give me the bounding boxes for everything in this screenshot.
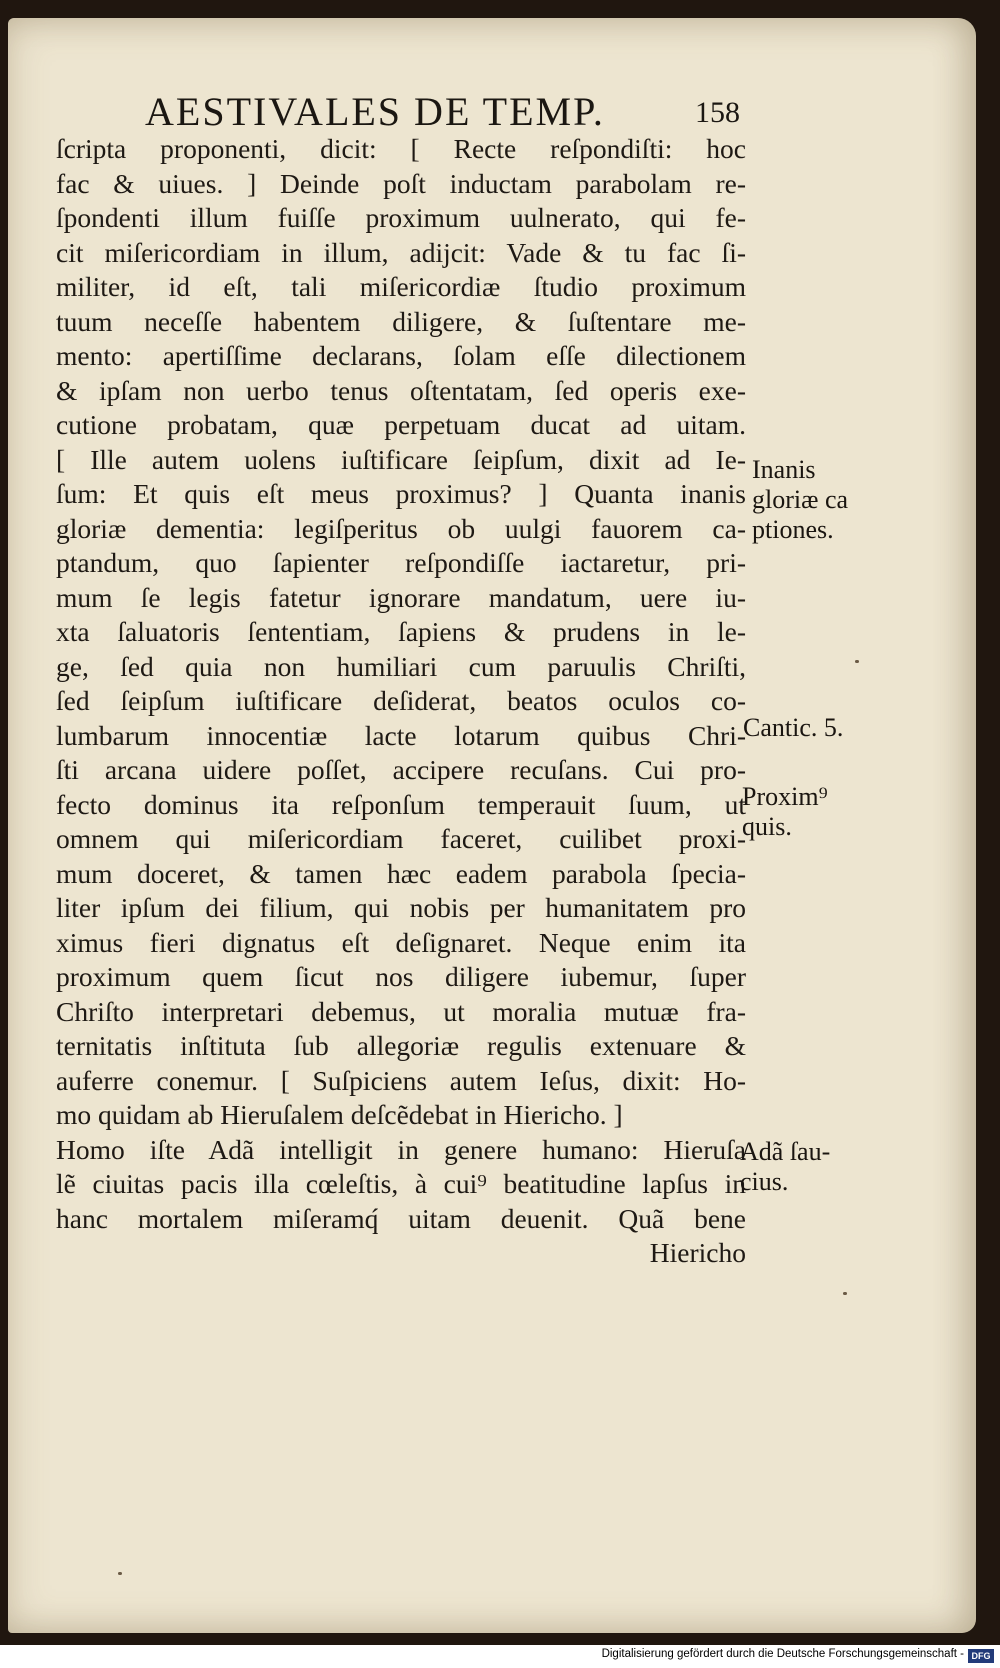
page-number: 158 xyxy=(695,96,740,129)
text-line: ptandum, quo ſapienter reſpondiſſe iactaretur, pri- xyxy=(56,547,746,578)
paper-speck xyxy=(843,1292,847,1295)
margin-note-inanis: Inanis gloriæ ca ptiones. xyxy=(752,455,849,544)
text-line: ſti arcana uidere poſſet, accipere recuſans. Cui pro- xyxy=(56,754,746,785)
text-line: Chriſto interpretari debemus, ut moralia mutuæ fra- xyxy=(56,995,746,1027)
text-line: mum ſe legis fatetur ignorare mandatum, uere iu- xyxy=(56,581,746,613)
text-line: & ipſam non uerbo tenus oſtentatam, ſed operis exe- xyxy=(56,374,746,406)
text-line: cutione probatam, quæ perpetuam ducat ad uitam. xyxy=(56,409,746,440)
margin-note-proximus: Proxim⁹ quis. xyxy=(742,782,828,841)
text-line: ximus fieri dignatus eſt deſignaret. Neque enim ita xyxy=(56,926,746,958)
paper-speck xyxy=(855,660,859,663)
text-line: mum doceret, & tamen hæc eadem parabola ſpecia- xyxy=(56,857,746,889)
text-line: liter ipſum dei filium, qui nobis per humanitatem pro xyxy=(56,892,746,923)
text-line: mento: apertiſſime declarans, ſolam eſſe dilectionem xyxy=(56,340,746,371)
footer-bar xyxy=(0,1645,1000,1668)
text-line: proximum quem ſicut nos diligere iubemur, ſuper xyxy=(56,961,746,992)
margin-note-cantic: Cantic. 5. xyxy=(743,713,844,742)
text-line: militer, id eſt, tali miſericordiæ ſtudio proximum xyxy=(56,271,746,302)
running-title: AESTIVALES DE TEMP. xyxy=(145,89,605,134)
text-line: gloriæ dementia: legiſperitus ob uulgi fauorem ca- xyxy=(56,512,746,544)
text-line: lẽ ciuitas pacis illa cœleſtis, à cui⁹ beatitudine lapſus in xyxy=(56,1168,746,1199)
text-line: ternitatis inſtituta ſub allegoriæ regulis extenuare & xyxy=(56,1030,746,1061)
text-line: Homo iſte Adã intelligit in genere humano: Hieruſa xyxy=(56,1133,746,1165)
text-line: fecto dominus ita reſponſum temperauit ſuum, ut xyxy=(56,788,746,820)
text-line: hanc mortalem miſeramq́ uitam deuenit. Quã bene xyxy=(56,1202,746,1234)
text-line: ſed ſeipſum iuſtificare deſiderat, beatos oculos co- xyxy=(56,685,746,716)
text-line: ge, ſed quia non humiliari cum paruulis Chriſti, xyxy=(56,650,746,682)
text-line: mo quidam ab Hieruſalem deſcẽdebat in Hiericho. ] xyxy=(56,1099,623,1130)
text-line: auferre conemur. [ Suſpiciens autem Ieſus, dixit: Ho- xyxy=(56,1064,746,1096)
margin-note-adam: Adã ſau- cius. xyxy=(740,1137,831,1196)
text-line: [ Ille autem uolens iuſtificare ſeipſum, dixit ad Ie- xyxy=(56,443,746,475)
text-line: tuum neceſſe habentem diligere, & ſuſtentare me- xyxy=(56,305,746,337)
body-text xyxy=(56,132,746,1271)
text-line: ſpondenti illum fuiſſe proximum uulnerato, qui fe- xyxy=(56,202,746,233)
paper-speck xyxy=(118,1572,122,1575)
catchword: Hiericho xyxy=(649,1237,746,1268)
footer-credit: Digitalisierung gefördert durch die Deutsche Forschungsgemeinschaft - xyxy=(601,1648,964,1660)
text-line: cit miſericordiam in illum, adijcit: Vade & tu fac ſi- xyxy=(56,236,746,268)
text-line: ſum: Et quis eſt meus proximus? ] Quanta inanis xyxy=(56,478,746,509)
dfg-logo-icon: DFG xyxy=(968,1649,994,1663)
text-line: omnem qui miſericordiam faceret, cuilibet proxi- xyxy=(56,823,746,854)
text-line: fac & uiues. ] Deinde poſt inductam parabolam re- xyxy=(56,167,746,199)
text-line: ſcripta proponenti, dicit: [ Recte reſpondiſti: hoc xyxy=(56,133,746,164)
text-line: lumbarum innocentiæ lacte lotarum quibus Chri- xyxy=(56,719,746,751)
text-line: xta ſaluatoris ſententiam, ſapiens & prudens in le- xyxy=(56,616,746,647)
